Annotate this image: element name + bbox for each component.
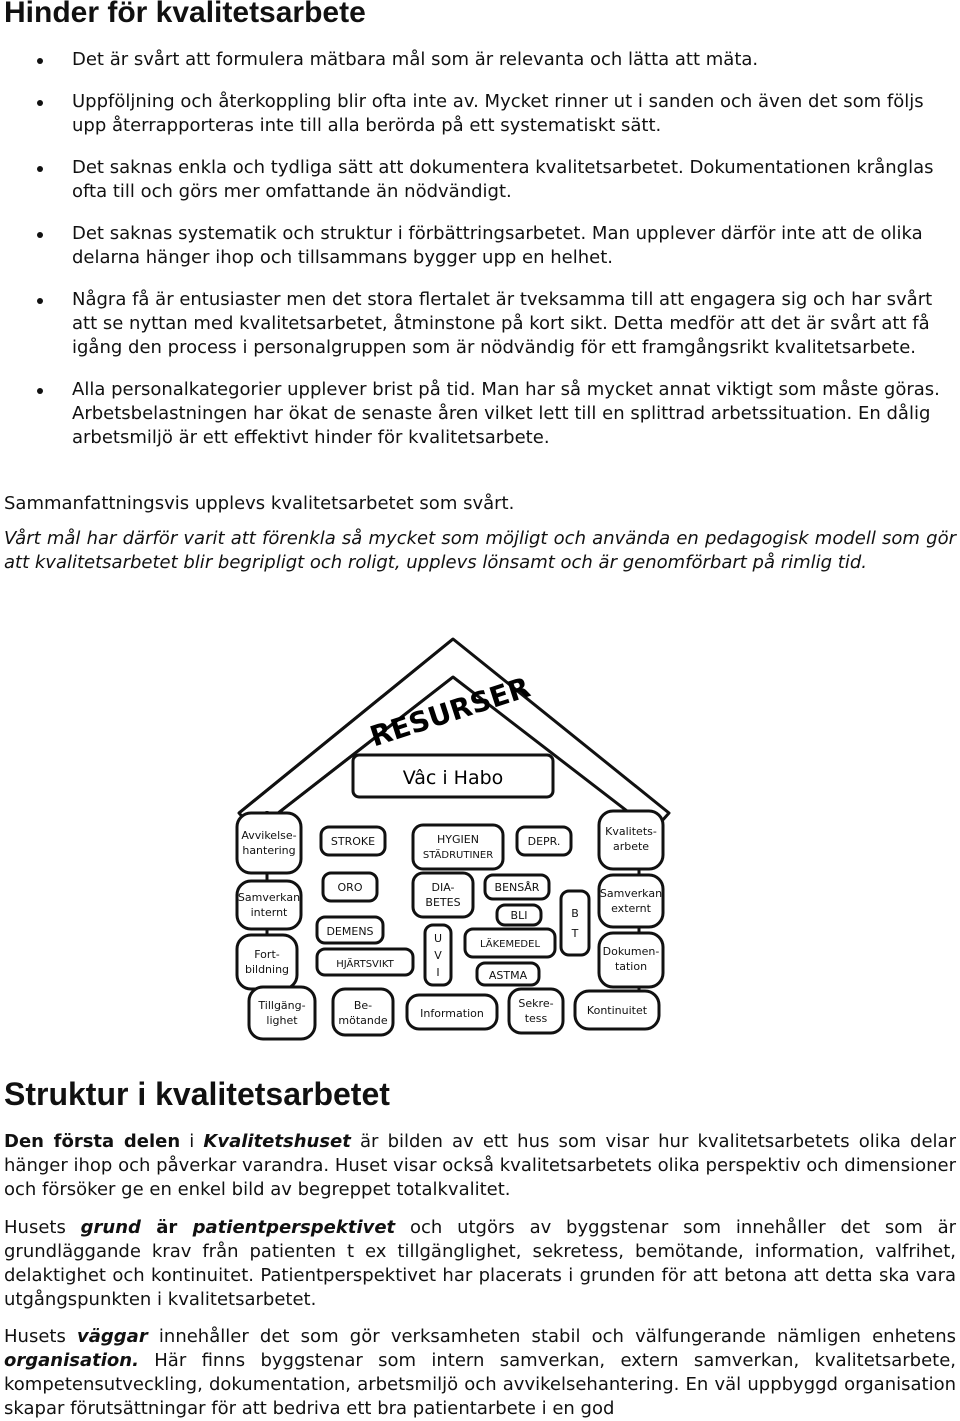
list-item: Några få är entusiaster men det stora flertalet är tveksamma till att engagera sig och har svårt att se nyttan med kvalitetsarbetet, åtminstone på kort sikt. Detta medför att det är svårt att få igång den process i personalgruppen som är nödvändig för ett framgångsrikt kvalitetsarbete. — [0, 288, 940, 360]
para-grund: Husets grund är patientperspektivet och utgörs av byggstenar som innehåller det som är grundläggande krav från patienten t ex tillgänglighet, sekretess, bemötande, information, valfrihet, delaktighet och kontinuitet. Patientperspektivet har placerats i grunden för att betona att detta ska vara utgångspunkten i kvalitetsarbetet. — [4, 1217, 956, 1310]
bullet-icon — [37, 100, 43, 106]
roof-outline — [239, 639, 669, 831]
goal-text: Vårt mål har därför varit att förenkla så mycket som möjligt och använda en pedagogisk modell som gör att kvalitetsarbetet blir begripligt och roligt, upplevs lönsamt och är genomförbart på rimlig tid. — [4, 528, 956, 573]
stone-label: DEMENS — [326, 925, 374, 938]
stone-label: I — [436, 966, 440, 979]
stone-tillganglighet — [249, 987, 315, 1039]
stone-samverkan-externt — [599, 875, 663, 927]
stone-label: tation — [614, 960, 648, 973]
stone-label: ASTMA — [488, 969, 528, 982]
stone-label: Tillgäng- — [258, 999, 306, 1012]
bullet-icon — [37, 58, 43, 64]
stone-label: arbete — [612, 840, 650, 853]
stone-label: externt — [611, 902, 651, 915]
stone-label: LÄKEMEDEL — [479, 939, 541, 950]
stone-label: Kontinuitet — [586, 1004, 648, 1017]
bullet-icon — [37, 232, 43, 238]
kvalitetshuset-drawing — [225, 635, 685, 1047]
stone-label: Be- — [353, 999, 373, 1012]
stone-label: hantering — [242, 844, 296, 857]
stone-label: ORO — [337, 881, 363, 894]
stone-label: BETES — [425, 896, 461, 909]
stone-label: Fort- — [254, 948, 280, 961]
stone-label: Samverkan — [599, 887, 663, 900]
stone-label: DEPR. — [527, 835, 561, 848]
stone-label: tess — [524, 1012, 548, 1025]
stone-label: V — [434, 949, 442, 962]
stone-avvikelsehantering — [237, 813, 301, 873]
bullet-icon — [37, 298, 43, 304]
list-item: Uppföljning och återkoppling blir ofta inte av. Mycket rinner ut i sanden och även det som följs upp återrapporteras inte till alla berörda på ett systematiskt sätt. — [0, 90, 940, 138]
stone-label: mötande — [338, 1014, 388, 1027]
stone-label: lighet — [266, 1014, 298, 1027]
stone-label: Sekre- — [518, 997, 554, 1010]
stone-label: Avvikelse- — [241, 829, 297, 842]
stone-label: BENSÅR — [494, 881, 540, 894]
summary-text: Sammanfattningsvis upplevs kvalitetsarbetet som svårt. — [4, 493, 515, 514]
stone-label: STROKE — [330, 835, 376, 848]
stone-samverkan-internt — [237, 881, 301, 929]
stone-hygien — [413, 825, 503, 869]
stone-label: Kvalitets- — [605, 825, 657, 838]
stone-sekretess — [509, 989, 563, 1033]
stone-label: BLI — [510, 909, 528, 922]
bullet-icon — [37, 166, 43, 172]
list-item: Det saknas enkla och tydliga sätt att dokumentera kvalitetsarbetet. Dokumentationen krånglas ofta till och görs mer omfattande än nödvändigt. — [0, 156, 940, 204]
heading-struktur: Struktur i kvalitetsarbetet — [4, 1076, 390, 1112]
stone-label: STÄDRUTINER — [422, 850, 494, 861]
list-item: Det saknas systematik och struktur i förbättringsarbetet. Man upplever därför inte att de olika delarna hänger ihop och tillsammans bygger upp en helhet. — [0, 222, 940, 270]
org-label: Vâc i Habo — [402, 767, 504, 789]
roof-label: RESURSER — [366, 670, 535, 754]
stone-bemotande — [333, 989, 393, 1035]
bullet-icon — [37, 388, 43, 394]
stone-label: HYGIEN — [437, 833, 479, 846]
stone-bt — [561, 891, 589, 955]
heading-hinder: Hinder för kvalitetsarbete — [4, 0, 366, 29]
hinder-list — [0, 48, 940, 450]
stone-fortbildning — [237, 935, 297, 989]
stone-label: Information — [420, 1007, 484, 1020]
list-item: Det är svårt att formulera mätbara mål som är relevanta och lätta att mäta. — [0, 48, 940, 72]
stone-label: Samverkan — [237, 891, 301, 904]
stone-label: internt — [250, 906, 288, 919]
stone-label: B — [571, 907, 579, 920]
stone-label: U — [433, 932, 443, 945]
stone-label: HJÄRTSVIKT — [336, 959, 394, 970]
para-vaggar: Husets väggar innehåller det som gör verksamheten stabil och välfungerande nämligen enhetens organisation. Här finns byggstenar som intern samverkan, extern samverkan, kvalitetsarbete, kompetensutveckling, dokumentation, arbetsmiljö och avvikelsehantering. En väl uppbyggd organisation skapar förutsättningar för att bedriva ett bra patientarbete i en god — [4, 1326, 956, 1419]
list-item: Alla personalkategorier upplever brist på tid. Man har så mycket annat viktigt som måste göras. Arbetsbelastningen har ökat de senaste åren vilket lett till en splittrad arbetssituation. En dålig arbetsmiljö är ett effektivt hinder för kvalitetsarbete. — [0, 378, 940, 450]
para-forsta-delen: Den första delen i Kvalitetshuset är bilden av ett hus som visar hur kvalitetsarbetets olika delar hänger ihop och påverkar varandra. Huset visar också kvalitetsarbetets olika perspektiv och dimensioner och försöker ge en enkel bild av begreppet totalkvalitet. — [4, 1131, 956, 1200]
stone-label: T — [571, 927, 579, 940]
stone-label: DIA- — [431, 881, 455, 894]
stone-label: Dokumen- — [602, 945, 660, 958]
stone-label: bildning — [244, 963, 290, 976]
stone-diabetes — [413, 873, 473, 917]
